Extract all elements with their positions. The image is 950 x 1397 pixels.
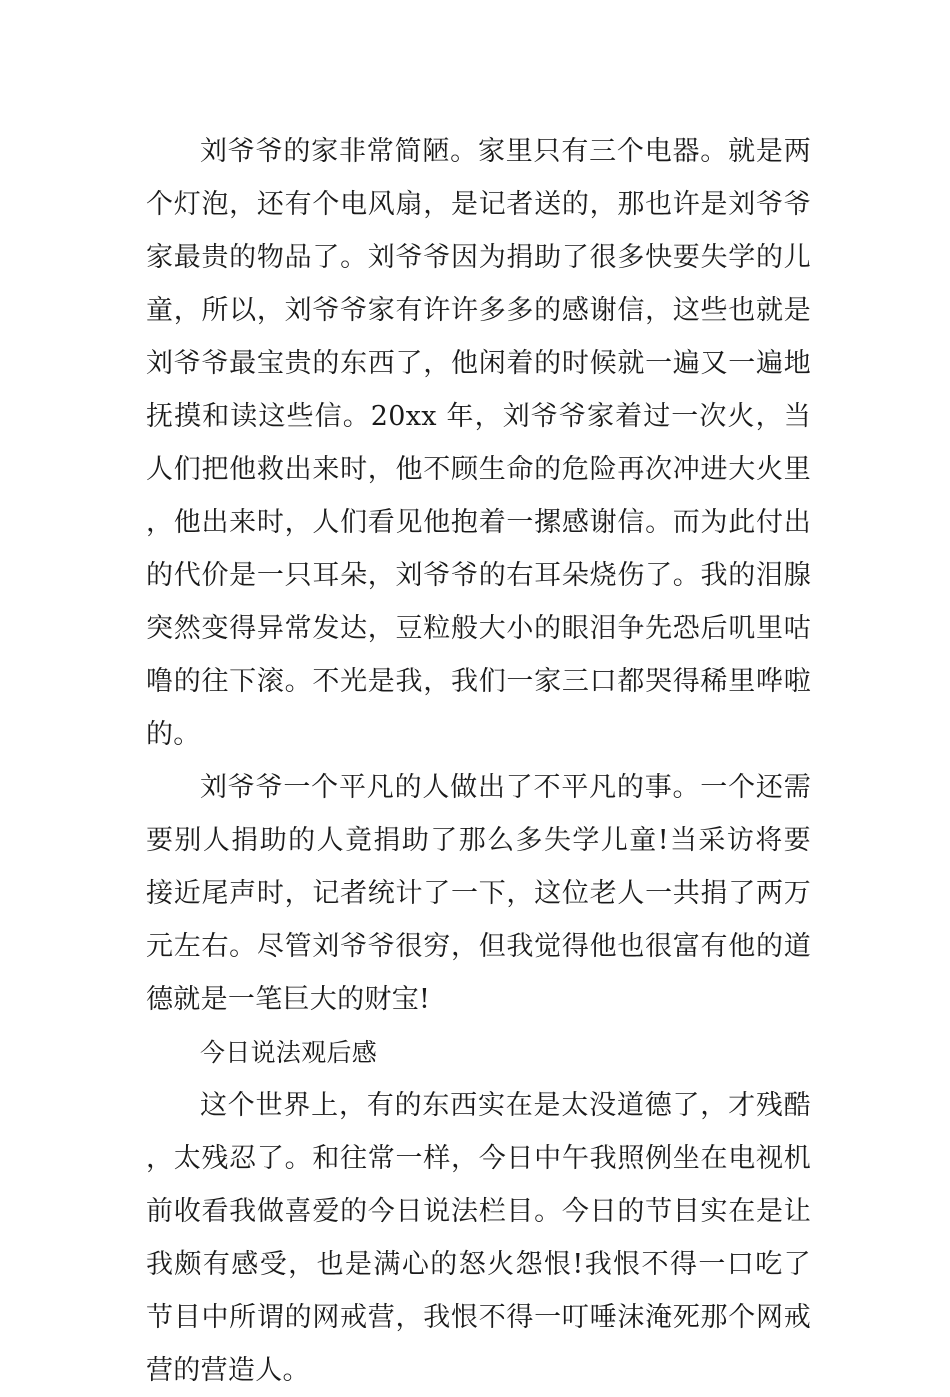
section-heading: 今日说法观后感 (200, 1038, 378, 1067)
paragraph-liu-deeds: 刘爷爷一个平凡的人做出了不平凡的事。一个还需要别人捐助的人竟捐助了那么多失学儿童!当采访将要接近尾声时，记者统计了一下，这位老人一共捐了两万元左右。尽管刘爷爷很穷，但我觉得他也很富有他的道德就是一笔巨大的财宝! (146, 772, 811, 1015)
paragraph-liu-home: 刘爷爷的家非常简陋。家里只有三个电器。就是两个灯泡，还有个电风扇，是记者送的，那也许是刘爷爷家最贵的物品了。刘爷爷因为捐助了很多快要失学的儿童，所以，刘爷爷家有许许多多的感谢信，这些也就是刘爷爷最宝贵的东西了，他闲着的时候就一遍又一遍地抚摸和读这些信。20xx 年，刘爷爷家着过一次火，当人们把他救出来时，他不顾生命的危险再次冲进大火里，他出来时，人们看见他抱着一摞感谢信。而为此付出的代价是一只耳朵，刘爷爷的右耳朵烧伤了。我的泪腺突然变得异常发达，豆粒般大小的眼泪争先恐后叽里咕噜的往下滚。不光是我，我们一家三口都哭得稀里哗啦的。 (146, 136, 811, 750)
document-body (146, 125, 811, 1397)
paragraph-today-law: 这个世界上，有的东西实在是太没道德了，才残酷，太残忍了。和往常一样，今日中午我照例坐在电视机前收看我做喜爱的今日说法栏目。今日的节目实在是让我颇有感受，也是满心的怒火怨恨!我恨不得一口吃了节目中所谓的网戒营，我恨不得一叮唾沫淹死那个网戒营的营造人。 (146, 1090, 811, 1386)
